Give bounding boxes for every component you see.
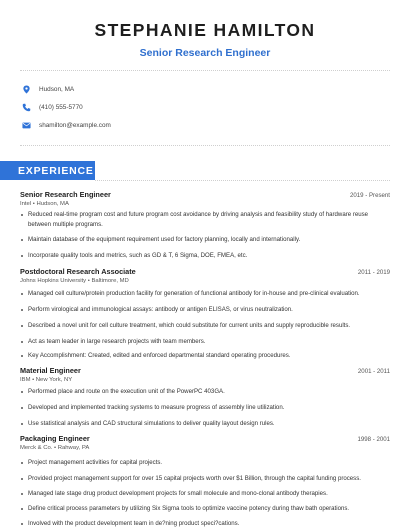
job-entry: [20, 190, 390, 259]
job-company: Merck & Co. • Rahway, PA: [20, 445, 90, 451]
job-bullet: Perform virological and immunological assays: antibody or antigen ELISAS, or virus neutralization.: [28, 305, 390, 315]
section-heading-rule: [95, 180, 390, 181]
resume-header: [0, 0, 410, 59]
job-header: [20, 190, 390, 199]
location-text: Hudson, MA: [39, 85, 75, 93]
job-bullet: Developed and implemented tracking systems to measure progress of assembly line utilization.: [28, 403, 390, 413]
job-company: Intel • Hudson, MA: [20, 201, 69, 207]
phone-text: (410) 555-5770: [39, 103, 83, 111]
job-bullet: Performed place and route on the execution unit of the PowerPC 403GA.: [28, 387, 390, 397]
envelope-icon: [22, 121, 31, 130]
job-bullet: Managed cell culture/protein production facility for generation of functional antibody for in-house and pre-clinical evaluation.: [28, 289, 390, 299]
job-bullet: Project management activities for capital projects.: [28, 458, 390, 468]
job-title: Postdoctoral Research Associate: [20, 267, 136, 276]
job-title: Senior Research Engineer: [20, 190, 111, 199]
job-entry: [20, 366, 390, 427]
map-pin-icon: [22, 85, 31, 94]
candidate-title: Senior Research Engineer: [139, 47, 271, 59]
job-bullet: Use statistical analysis and CAD structural simulations to deliver quality layout design rules.: [28, 419, 390, 429]
job-header: [20, 267, 390, 276]
experience-heading: EXPERIENCE: [18, 165, 94, 177]
job-entry: [20, 267, 390, 359]
job-bullet: Define critical process parameters by utilizing Six Sigma tools to optimize vaccine potency during thaw bath operations.: [28, 504, 390, 514]
contact-email[interactable]: [22, 118, 111, 132]
contact-divider: [20, 145, 390, 146]
job-company: IBM • New York, NY: [20, 377, 73, 383]
phone-icon: [22, 103, 31, 112]
header-divider: [20, 70, 390, 71]
job-dates: 2019 - Present: [350, 192, 390, 199]
email-text[interactable]: shamilton@example.com: [39, 121, 111, 129]
job-dates: 2011 - 2019: [357, 269, 390, 276]
job-company: Johns Hopkins University • Baltimore, MD: [20, 278, 129, 284]
contact-phone: [22, 100, 83, 114]
job-bullet: Key Accomplishment: Created, edited and enforced departmental standard operating procedures.: [28, 351, 390, 361]
job-bullet: Act as team leader in large research projects with team members.: [28, 337, 390, 347]
job-dates: 1998 - 2001: [357, 436, 390, 443]
job-bullet: Incorporate quality tools and metrics, such as GD & T, 6 Sigma, DOE, FMEA, etc.: [28, 251, 390, 261]
job-bullet: Maintain database of the equipment requirement used for factory planning, locally and internationally.: [28, 235, 390, 245]
job-bullet: Reduced real-time program cost and future program cost avoidance by driving analysis and feasibility study of hardware reuse between multiple programs.: [28, 210, 390, 230]
job-header: [20, 434, 390, 443]
job-entry: [20, 434, 390, 527]
job-bullet: Involved with the product development team in de?ning product speci?cations.: [28, 519, 390, 529]
contact-location: [22, 82, 74, 96]
job-bullet: Managed late stage drug product development projects for small molecule and mono-clonal antibody therapies.: [28, 489, 390, 499]
job-title: Packaging Engineer: [20, 434, 90, 443]
candidate-name: STEPHANIE HAMILTON: [94, 20, 316, 40]
job-dates: 2001 - 2011: [357, 368, 390, 375]
job-bullet: Provided project management support for over 15 capital projects worth over $1 Billion, through the capital funding process.: [28, 474, 390, 484]
job-bullet: Described a novel unit for cell culture treatment, which could substitute for current units and supply reproducible results.: [28, 321, 390, 331]
job-header: [20, 366, 390, 375]
job-title: Material Engineer: [20, 366, 81, 375]
